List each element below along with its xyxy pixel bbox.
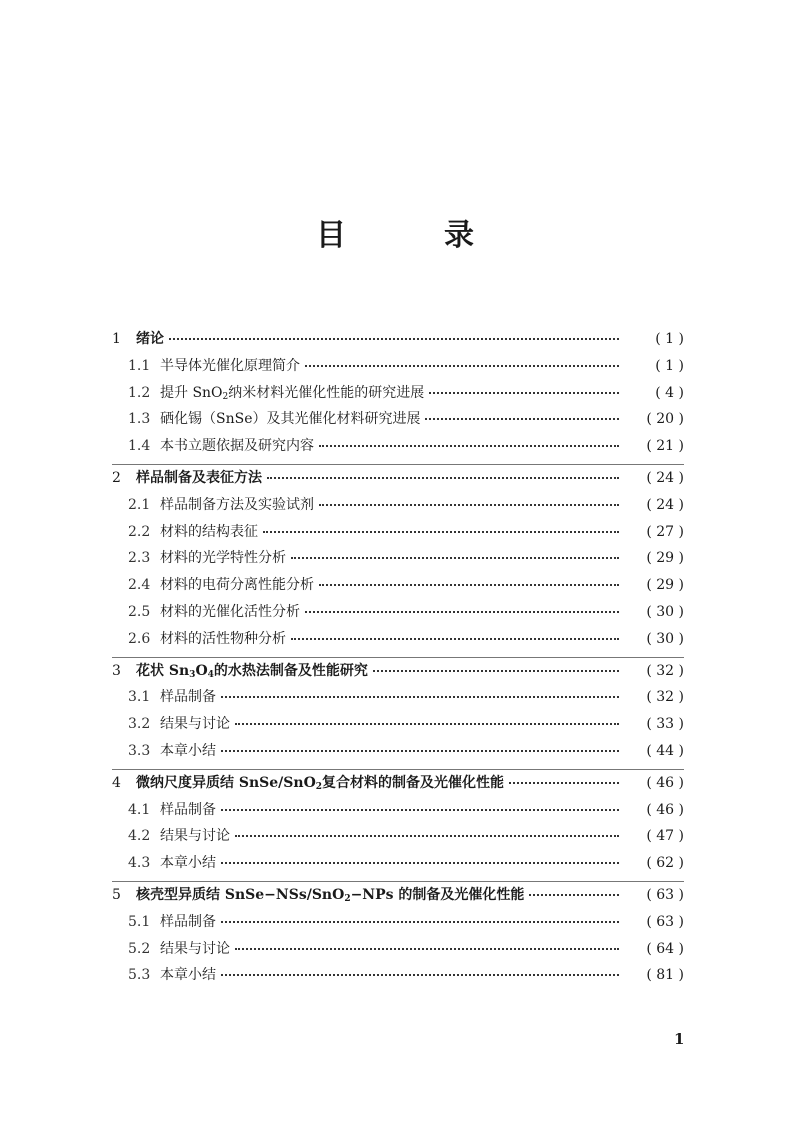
- section-title: 材料的光学特性分析: [160, 550, 286, 567]
- chapter-number: 2: [112, 469, 121, 486]
- page-number: ( 1 ): [655, 331, 684, 347]
- dot-leader: [319, 444, 619, 447]
- page-number: ( 64 ): [646, 940, 684, 957]
- chapter-number: 3: [112, 662, 121, 679]
- page-number: ( 30 ): [646, 603, 684, 620]
- chapter-heading[interactable]: [112, 465, 684, 492]
- dot-leader: [509, 781, 619, 784]
- section-title: 样品制备: [160, 801, 216, 818]
- section-entry[interactable]: [112, 684, 684, 711]
- dot-leader: [221, 808, 619, 811]
- dot-leader: [429, 391, 619, 394]
- chapter-1: [112, 326, 684, 460]
- section-title: 硒化锡（SnSe）及其光催化材料研究进展: [160, 411, 421, 428]
- chapter-5: [112, 881, 684, 989]
- dot-leader: [263, 530, 619, 533]
- page-number: ( 27 ): [646, 523, 684, 540]
- dot-leader: [373, 669, 619, 672]
- section-title: 本书立题依据及研究内容: [160, 438, 314, 455]
- section-title: 材料的活性物种分析: [160, 630, 286, 647]
- section-title: 材料的电荷分离性能分析: [160, 577, 314, 594]
- section-number: 3.2: [128, 716, 151, 733]
- section-number: 3.1: [128, 689, 151, 706]
- section-number: 2.3: [128, 550, 151, 567]
- section-title: 结果与讨论: [160, 940, 230, 957]
- section-title: 本章小结: [160, 855, 216, 872]
- section-number: 4.3: [128, 855, 151, 872]
- section-number: 5.3: [128, 967, 151, 984]
- dot-leader: [235, 947, 619, 950]
- dot-leader: [305, 364, 619, 367]
- toc-title: 目 录: [316, 218, 508, 253]
- section-title: 本章小结: [160, 742, 216, 759]
- page-number: ( 62 ): [646, 855, 684, 872]
- dot-leader: [291, 556, 619, 559]
- section-number: 1.4: [128, 438, 151, 455]
- section-number: 4.1: [128, 801, 151, 818]
- chapter-4: [112, 769, 684, 877]
- chapter-title: 微纳尺度异质结 SnSe/SnO$_2$复合材料的制备及光催化性能: [136, 774, 505, 792]
- chapter-heading[interactable]: [112, 326, 684, 353]
- dot-leader: [267, 476, 619, 479]
- dot-leader: [221, 749, 619, 752]
- section-title: 样品制备: [160, 689, 216, 706]
- dot-leader: [425, 417, 619, 420]
- page-number: ( 47 ): [646, 828, 684, 845]
- dot-leader: [291, 637, 619, 640]
- page-number: ( 29 ): [646, 577, 684, 594]
- section-title: 提升 SnO$_2$纳米材料光催化性能的研究进展: [160, 384, 425, 402]
- page-number: ( 63 ): [646, 886, 684, 903]
- dot-leader: [319, 583, 619, 586]
- section-entry[interactable]: [112, 626, 684, 653]
- section-entry[interactable]: [112, 797, 684, 824]
- section-entry[interactable]: [112, 380, 684, 407]
- section-entry[interactable]: [112, 823, 684, 850]
- section-title: 本章小结: [160, 967, 216, 984]
- page-number: ( 20 ): [646, 411, 684, 428]
- dot-leader: [235, 834, 619, 837]
- section-title: 材料的光催化活性分析: [160, 603, 300, 620]
- page-number: ( 63 ): [646, 913, 684, 930]
- page-number: ( 21 ): [646, 438, 684, 455]
- section-entry[interactable]: [112, 909, 684, 936]
- chapter-heading[interactable]: [112, 658, 684, 685]
- page-number: ( 24 ): [646, 469, 684, 486]
- section-title: 半导体光催化原理简介: [160, 357, 300, 374]
- section-entry[interactable]: [112, 711, 684, 738]
- chapter-title: 样品制备及表征方法: [136, 469, 262, 486]
- chapter-title: 核壳型异质结 SnSe−NSs/SnO$_2$−NPs 的制备及光催化性能: [136, 886, 525, 904]
- section-title: 材料的结构表征: [160, 523, 258, 540]
- section-entry[interactable]: [112, 936, 684, 963]
- page-number: ( 32 ): [646, 689, 684, 706]
- dot-leader: [305, 610, 619, 613]
- page-number: ( 1 ): [655, 357, 684, 374]
- section-number: 2.1: [128, 496, 151, 513]
- section-title: 结果与讨论: [160, 828, 230, 845]
- section-number: 2.4: [128, 577, 151, 594]
- section-number: 4.2: [128, 828, 151, 845]
- section-number: 1.3: [128, 411, 151, 428]
- page-number: ( 44 ): [646, 742, 684, 759]
- section-entry[interactable]: [112, 353, 684, 380]
- section-entry[interactable]: [112, 572, 684, 599]
- page-number: ( 81 ): [646, 967, 684, 984]
- section-number: 5.1: [128, 913, 151, 930]
- page-number: ( 4 ): [655, 384, 684, 401]
- chapter-heading[interactable]: [112, 882, 684, 909]
- section-entry[interactable]: [112, 962, 684, 989]
- section-number: 5.2: [128, 940, 151, 957]
- dot-leader: [221, 973, 619, 976]
- chapter-title: 绪论: [136, 331, 164, 347]
- section-entry[interactable]: [112, 850, 684, 877]
- section-entry[interactable]: [112, 545, 684, 572]
- page-number: ( 24 ): [646, 496, 684, 513]
- section-entry[interactable]: [112, 738, 684, 765]
- section-title: 结果与讨论: [160, 716, 230, 733]
- dot-leader: [235, 722, 619, 725]
- dot-leader: [221, 920, 619, 923]
- section-number: 1.2: [128, 384, 151, 401]
- page-number: ( 29 ): [646, 550, 684, 567]
- page-number: ( 32 ): [646, 662, 684, 679]
- chapter-number: 5: [112, 886, 121, 903]
- chapter-2: [112, 464, 684, 653]
- chapter-title: 花状 $Sn_3O_4$的水热法制备及性能研究: [136, 662, 368, 680]
- section-number: 2.2: [128, 523, 151, 540]
- dot-leader: [169, 337, 619, 340]
- table-of-contents: [112, 326, 684, 989]
- section-title: 样品制备: [160, 913, 216, 930]
- page-number: ( 33 ): [646, 716, 684, 733]
- section-number: 1.1: [128, 357, 151, 374]
- dot-leader: [529, 893, 619, 896]
- page-number: ( 46 ): [646, 774, 684, 791]
- section-number: 2.6: [128, 630, 151, 647]
- page-number: ( 30 ): [646, 630, 684, 647]
- dot-leader: [221, 695, 619, 698]
- section-number: 3.3: [128, 742, 151, 759]
- dot-leader: [221, 861, 619, 864]
- page-number: ( 46 ): [646, 801, 684, 818]
- chapter-heading[interactable]: [112, 770, 684, 797]
- page-folio: 1: [674, 1030, 685, 1048]
- chapter-3: [112, 657, 684, 765]
- section-entry[interactable]: [112, 492, 684, 519]
- section-entry[interactable]: [112, 406, 684, 433]
- section-title: 样品制备方法及实验试剂: [160, 496, 314, 513]
- chapter-number: 4: [112, 774, 121, 791]
- section-entry[interactable]: [112, 599, 684, 626]
- section-entry[interactable]: [112, 519, 684, 546]
- section-entry[interactable]: [112, 433, 684, 460]
- section-number: 2.5: [128, 603, 151, 620]
- chapter-number: 1: [112, 331, 121, 347]
- dot-leader: [319, 503, 619, 506]
